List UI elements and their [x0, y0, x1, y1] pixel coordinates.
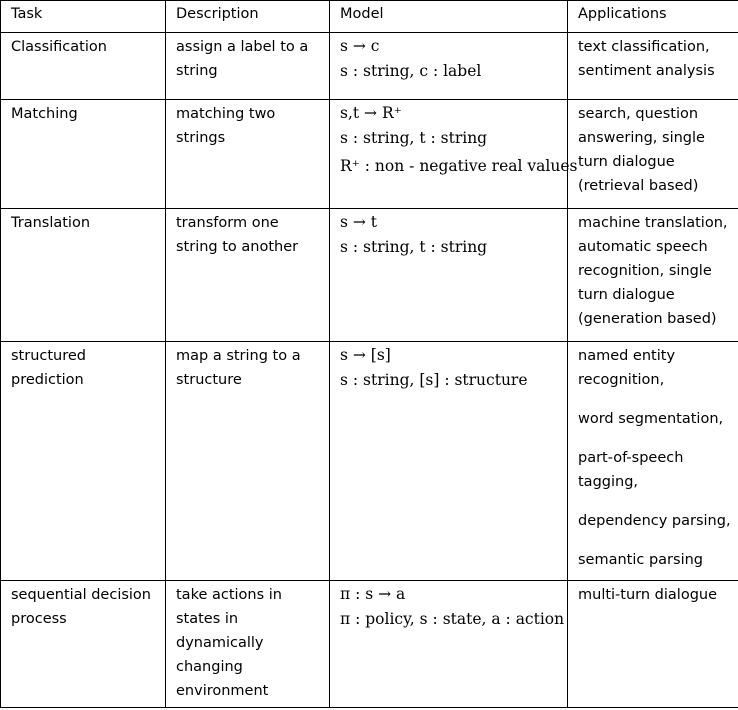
applications-cell [568, 33, 738, 100]
application-item: multi-turn dialogue [578, 587, 718, 603]
model-cell [330, 100, 578, 209]
application-item: named entity recognition, [578, 348, 676, 388]
description-cell: transform one string to another [166, 209, 330, 342]
table-row [1, 100, 738, 209]
header-task: Task [1, 1, 166, 33]
application-item: word segmentation, [578, 411, 724, 427]
application-item: semantic parsing [578, 552, 703, 568]
task-cell: Classification [1, 33, 166, 100]
header-row [1, 1, 738, 33]
model-line: s : string, c : label [340, 62, 482, 80]
model-cell [330, 342, 568, 581]
applications-cell [568, 209, 738, 342]
task-cell: sequential decision process [1, 581, 166, 708]
model-line: π : s → a [340, 585, 406, 603]
model-line: s : string, t : string [340, 238, 488, 256]
description-cell: map a string to a structure [166, 342, 330, 581]
application-item: text classification, sentiment analysis [578, 39, 715, 79]
header-model: Model [330, 1, 568, 33]
model-cell [330, 209, 568, 342]
application-item: dependency parsing, [578, 513, 731, 529]
table-row [1, 342, 738, 581]
task-cell: structured prediction [1, 342, 166, 581]
model-cell [330, 581, 568, 708]
header-applications: Applications [568, 1, 738, 33]
application-item: machine translation, automatic speech recognition, single turn dialogue (generation based) [578, 215, 728, 327]
applications-cell [568, 342, 738, 581]
model-line: s,t → R⁺ [340, 104, 402, 122]
model-line: s : string, [s] : structure [340, 371, 528, 389]
model-line: π : policy, s : state, a : action [340, 610, 565, 628]
applications-cell [568, 100, 738, 209]
description-cell: matching two strings [166, 100, 330, 209]
task-cell: Matching [1, 100, 166, 209]
model-line: s → c [340, 37, 380, 55]
description-cell: take actions in states in dynamically changing environment [166, 581, 330, 708]
table-row [1, 209, 738, 342]
model-line: R⁺ : non - negative real values [340, 157, 578, 175]
application-item: part-of-speech tagging, [578, 450, 684, 490]
model-line: s → t [340, 213, 378, 231]
model-cell [330, 33, 568, 100]
description-cell: assign a label to a string [166, 33, 330, 100]
table-row [1, 33, 738, 100]
application-item: search, question answering, single turn dialogue (retrieval based) [578, 106, 705, 194]
task-cell: Translation [1, 209, 166, 342]
header-description: Description [166, 1, 330, 33]
model-line: s : string, t : string [340, 129, 488, 147]
applications-cell [568, 581, 738, 708]
model-line: s → [s] [340, 346, 391, 364]
table-row [1, 581, 738, 708]
